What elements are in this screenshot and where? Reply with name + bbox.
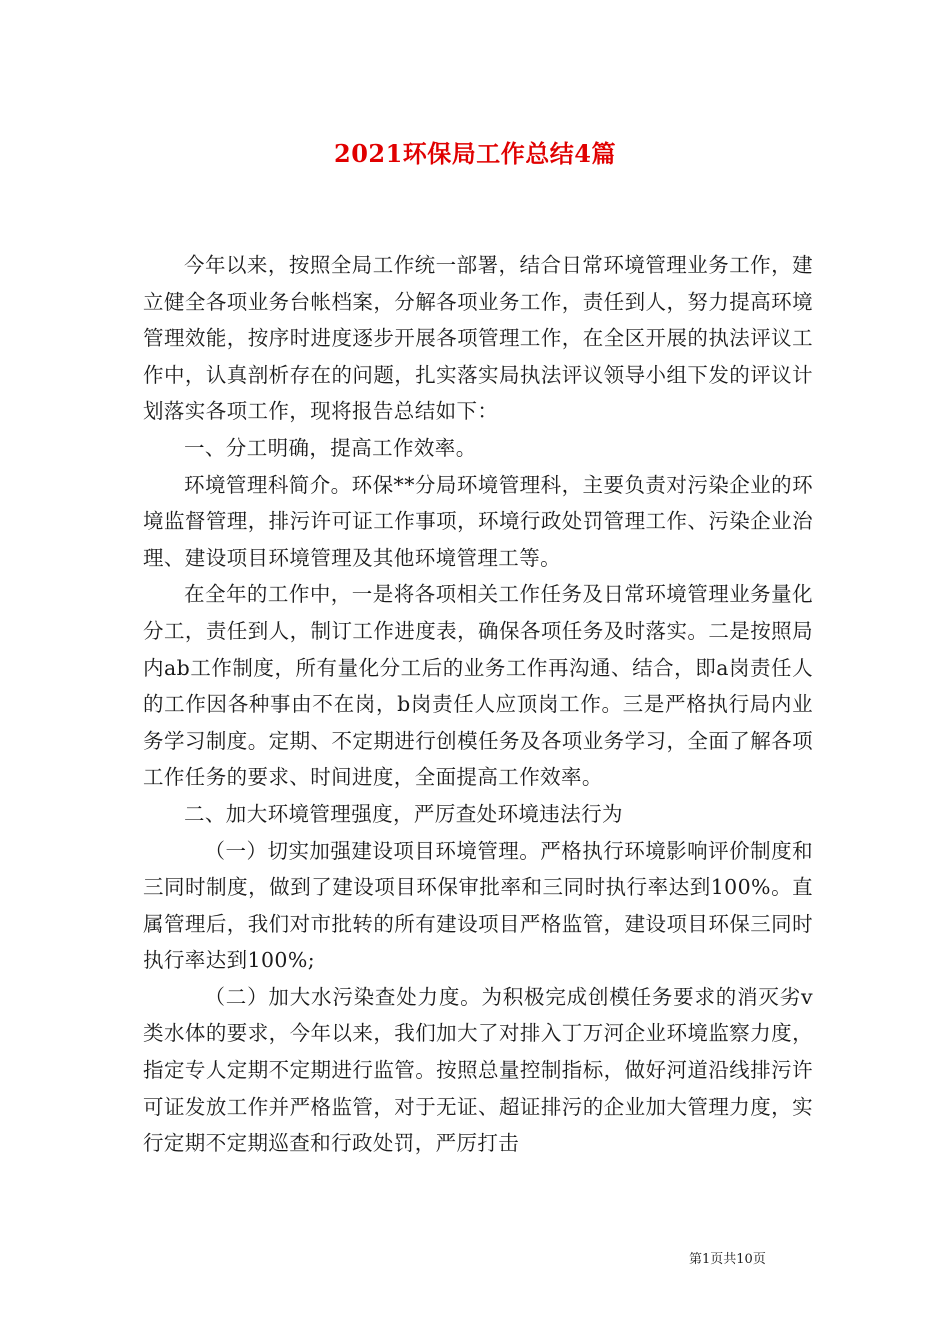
document-title: 2021环保局工作总结4篇 — [334, 139, 616, 168]
document-body — [143, 247, 813, 1162]
paragraph-subsection-2: （二）加大水污染查处力度。为积极完成创模任务要求的消灭劣v类水体的要求，今年以来，我们加大了对排入丁万河企业环境监察力度，指定专人定期不定期进行监管。按照总量控制指标，做好河道沿线排污许可证发放工作并严格监管，对于无证、超证排污的企业加大管理力度，实行定期不定期巡查和行政处罚，严厉打击 — [143, 984, 813, 1156]
paragraph-subsection-1: （一）切实加强建设项目环境管理。严格执行环境影响评价制度和三同时制度，做到了建设项目环保审批率和三同时执行率达到100%。直属管理后，我们对市批转的所有建设项目严格监管，建设项目环保三同时执行率达到100%; — [143, 838, 813, 973]
paragraph-annual-work: 在全年的工作中，一是将各项相关工作任务及日常环境管理业务量化分工，责任到人，制订工作进度表，确保各项任务及时落实。二是按照局内ab工作制度，所有量化分工后的业务工作再沟通、结合，即a岗责任人的工作因各种事由不在岗，b岗责任人应顶岗工作。三是严格执行局内业务学习制度。定期、不定期进行创模任务及各项业务学习，全面了解各项工作任务的要求、时间进度，全面提高工作效率。 — [143, 582, 813, 790]
paragraph-intro: 今年以来，按照全局工作统一部署，结合日常环境管理业务工作，建立健全各项业务台帐档案，分解各项业务工作，责任到人，努力提高环境管理效能，按序时进度逐步开展各项管理工作，在全区开展的执法评议工作中，认真剖析存在的问题，扎实落实局执法评议领导小组下发的评议计划落实各项工作，现将报告总结如下： — [143, 253, 813, 424]
paragraph-dept-intro: 环境管理科简介。环保**分局环境管理科，主要负责对污染企业的环境监督管理，排污许可证工作事项，环境行政处罚管理工作、污染企业治理、建设项目环境管理及其他环境管理工等。 — [143, 472, 813, 570]
page-number-footer: 第1页共10页 — [689, 1252, 766, 1267]
heading-section-2: 二、加大环境管理强度，严厉查处环境违法行为 — [184, 801, 623, 826]
heading-section-1: 一、分工明确，提高工作效率。 — [184, 435, 477, 460]
